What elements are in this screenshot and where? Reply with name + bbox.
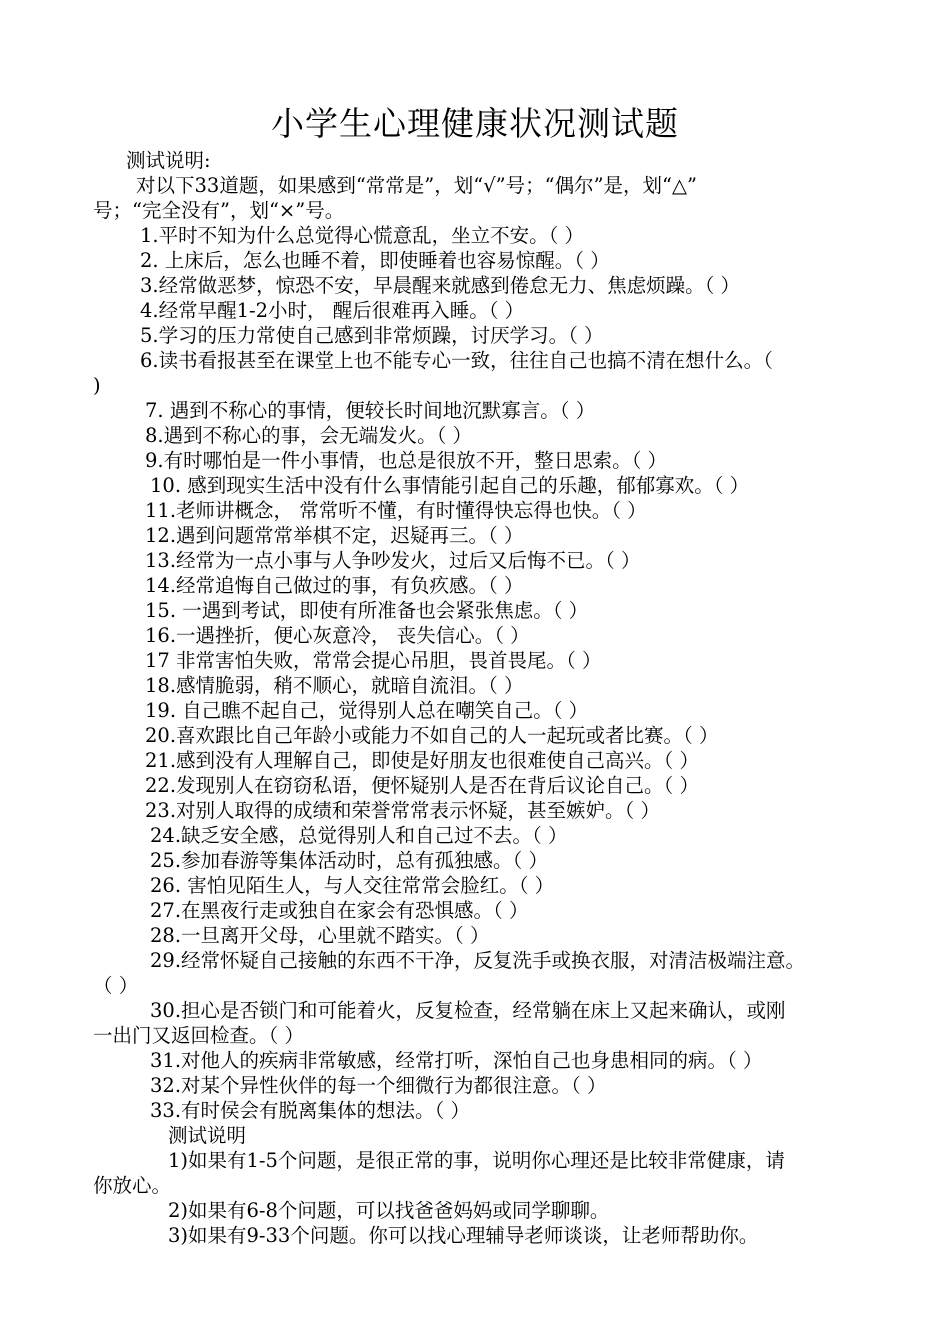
question-item: 19. 自己瞧不起自己，觉得别人总在嘲笑自己。（ ） bbox=[145, 699, 589, 722]
question-item: 2. 上床后，怎么也睡不着，即使睡着也容易惊醒。（ ） bbox=[140, 249, 610, 272]
page-title: 小学生心理健康状况测试题 bbox=[271, 104, 679, 143]
question-item: 1.平时不知为什么总觉得心慌意乱，坐立不安。（ ） bbox=[140, 224, 585, 247]
question-item-continuation: 一出门又返回检查。（ ） bbox=[93, 1024, 304, 1047]
question-item: 5.学习的压力常使自己感到非常烦躁，讨厌学习。（ ） bbox=[140, 324, 604, 347]
question-item: 11.老师讲概念， 常常听不懂，有时懂得快忘得也快。（ ） bbox=[145, 499, 647, 522]
question-item: 18.感情脆弱，稍不顺心，就暗自流泪。（ ） bbox=[145, 674, 524, 697]
question-item: 9.有时哪怕是一件小事情，也总是很放不开，整日思索。（ ） bbox=[145, 449, 668, 472]
question-item: 12.遇到问题常常举棋不定，迟疑再三。（ ） bbox=[145, 524, 524, 547]
result-item: 3)如果有9-33个问题。你可以找心理辅导老师谈谈，让老师帮助你。 bbox=[168, 1224, 759, 1247]
question-item: 14.经常追悔自己做过的事，有负疚感。（ ） bbox=[145, 574, 524, 597]
question-item: 10. 感到现实生活中没有什么事情能引起自己的乐趣，郁郁寡欢。（ ） bbox=[150, 474, 750, 497]
question-item: 13.经常为一点小事与人争吵发火，过后又后悔不已。（ ） bbox=[145, 549, 641, 572]
question-item-continuation: ) bbox=[93, 374, 101, 397]
question-item: 27.在黑夜行走或独自在家会有恐惧感。（ ） bbox=[150, 899, 529, 922]
intro-text-line: 号；“完全没有”，划“×”号。 bbox=[93, 199, 345, 222]
question-item: 4.经常早醒1-2小时， 醒后很难再入睡。（ ） bbox=[140, 299, 525, 322]
question-item: 15. 一遇到考试，即使有所准备也会紧张焦虑。（ ） bbox=[145, 599, 589, 622]
question-item-continuation: （ ） bbox=[93, 974, 139, 997]
question-item: 28.一旦离开父母，心里就不踏实。（ ） bbox=[150, 924, 490, 947]
question-item: 29.经常怀疑自己接触的东西不干净，反复洗手或换衣服，对清洁极端注意。 bbox=[150, 949, 806, 972]
question-item: 31.对他人的疾病非常敏感，经常打听，深怕自己也身患相同的病。（ ） bbox=[150, 1049, 763, 1072]
result-label: 测试说明 bbox=[168, 1124, 247, 1147]
question-item: 32.对某个异性伙伴的每一个细微行为都很注意。（ ） bbox=[150, 1074, 607, 1097]
question-item: 16.一遇挫折，便心灰意冷， 丧失信心。（ ） bbox=[145, 624, 530, 647]
question-item: 33.有时侯会有脱离集体的想法。（ ） bbox=[150, 1099, 470, 1122]
question-item: 3.经常做恶梦，惊恐不安，早晨醒来就感到倦怠无力、焦虑烦躁。（ ） bbox=[140, 274, 741, 297]
question-item: 6.读书看报甚至在课堂上也不能专心一致，往往自己也搞不清在想什么。（ bbox=[140, 349, 773, 372]
question-item: 26. 害怕见陌生人，与人交往常常会脸红。（ ） bbox=[150, 874, 555, 897]
result-item-continuation: 你放心。 bbox=[93, 1174, 172, 1197]
question-item: 23.对别人取得的成绩和荣誉常常表示怀疑，甚至嫉妒。（ ） bbox=[145, 799, 660, 822]
question-item: 21.感到没有人理解自己，即使是好朋友也很难使自己高兴。（ ） bbox=[145, 749, 699, 772]
question-item: 17 非常害怕失败，常常会提心吊胆，畏首畏尾。（ ） bbox=[145, 649, 602, 672]
result-item: 2)如果有6-8个问题，可以找爸爸妈妈或同学聊聊。 bbox=[168, 1199, 610, 1222]
question-item: 20.喜欢跟比自己年龄小或能力不如自己的人一起玩或者比赛。（ ） bbox=[145, 724, 719, 747]
intro-label: 测试说明: bbox=[126, 149, 211, 172]
question-item: 8.遇到不称心的事，会无端发火。（ ） bbox=[145, 424, 473, 447]
question-item: 24.缺乏安全感，总觉得别人和自己过不去。（ ） bbox=[150, 824, 568, 847]
question-item: 22.发现别人在窃窃私语，便怀疑别人是否在背后议论自己。（ ） bbox=[145, 774, 699, 797]
question-item: 30.担心是否锁门和可能着火，反复检查，经常躺在床上又起来确认，或刚 bbox=[150, 999, 786, 1022]
result-item: 1)如果有1-5个问题，是很正常的事，说明你心理还是比较非常健康，请 bbox=[168, 1149, 785, 1172]
question-item: 25.参加春游等集体活动时，总有孤独感。（ ） bbox=[150, 849, 548, 872]
question-item: 7. 遇到不称心的事情，便较长时间地沉默寡言。（ ） bbox=[145, 399, 596, 422]
intro-text-line: 对以下33道题，如果感到“常常是”，划“√”号；“偶尔”是，划“△” bbox=[136, 174, 697, 197]
